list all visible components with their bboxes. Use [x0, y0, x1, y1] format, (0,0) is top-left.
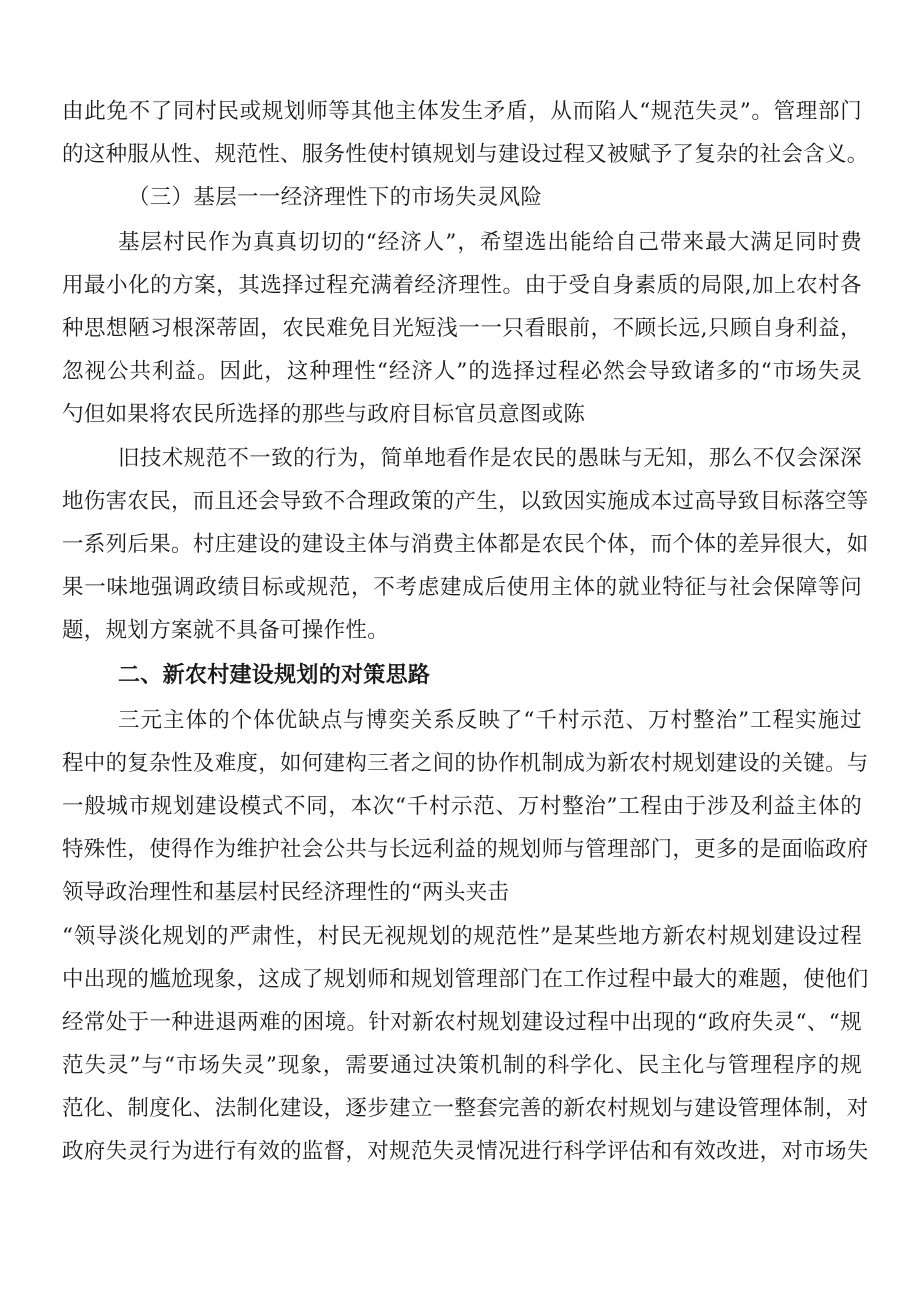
- text-line: 题，规划方案就不具备可操作性。: [62, 618, 390, 643]
- text-line: 范化、制度化、法制化建设，逐步建立一整套完善的新农村规划与建设管理体制，对: [62, 1096, 869, 1121]
- text-line: 用最小化的方案，其选择过程充满着经济理性。由于受自身素质的局限,加上农村各: [62, 273, 862, 298]
- text-line: 领导政治理性和基层村民经济理性的“两头夹击: [62, 880, 510, 905]
- text-line: 一系列后果。村庄建设的建设主体与消费主体都是农民个体，而个体的差异很大，如: [62, 532, 869, 557]
- text-line: 由此免不了同村民或规划师等其他主体发生矛盾，从而陷人“规范失灵”。管理部门: [62, 99, 862, 124]
- text-line: 政府失灵行为进行有效的监督，对规范失灵情况进行科学评估和有效改进，对市场失: [62, 1139, 869, 1164]
- text-line: 特殊性，使得作为维护社会公共与长远利益的规划师与管理部门，更多的是面临政府: [62, 837, 869, 862]
- text-line: 果一味地强调政绩目标或规范，不考虑建成后使用主体的就业特征与社会保障等问: [62, 575, 862, 600]
- text-line: 一般城市规划建设模式不同，本次“千村示范、万村整治”工程由于涉及利益主体的: [62, 794, 862, 819]
- text-line: 三元主体的个体优缺点与博奕关系反映了“千村示范、万村整治”工程实施过: [118, 708, 862, 733]
- text-line: 旧技术规范不一致的行为，简单地看作是农民的愚昧与无知，那么不仅会深深: [118, 446, 862, 471]
- text-line: 地伤害农民，而且还会导致不合理政策的产生，以致因实施成本过高导致目标落空等: [62, 489, 869, 514]
- text-line: 的这种服从性、规范性、服务性使村镇规划与建设过程又被赋予了复杂的社会含义。: [62, 142, 869, 167]
- text-line: 勺但如果将农民所选择的那些与政府目标官员意图或陈: [62, 402, 586, 427]
- text-line: 忽视公共利益。因此，这种理性“经济人”的选择过程必然会导致诸多的“市场失灵: [62, 359, 862, 384]
- text-line: 种思想陋习根深蒂固，农民难免目光短浅一一只看眼前，不顾长远,只顾自身利益，: [62, 316, 862, 341]
- text-line: 范失灵”与“市场失灵”现象，需要通过决策机制的科学化、民主化与管理程序的规: [62, 1053, 862, 1078]
- text-line: 经常处于一种进退两难的困境。针对新农村规划建设过程中出现的“政府失灵“、“规: [62, 1010, 862, 1035]
- section-heading: 二、新农村建设规划的对策思路: [118, 663, 431, 688]
- text-line: 中出现的尴尬现象，这成了规划师和规划管理部门在工作过程中最大的难题，使他们: [62, 967, 869, 992]
- text-line: 程中的复杂性及难度，如何建构三者之间的协作机制成为新农村规划建设的关键。与: [62, 751, 869, 776]
- subsection-heading: （三）基层一一经济理性下的市场失灵风险: [128, 185, 543, 210]
- text-line: 基层村民作为真真切切的“经济人”，希望选出能给自己带来最大满足同时费: [118, 230, 862, 255]
- text-line: “领导淡化规划的严肃性，村民无视规划的规范性”是某些地方新农村规划建设过程: [62, 924, 862, 949]
